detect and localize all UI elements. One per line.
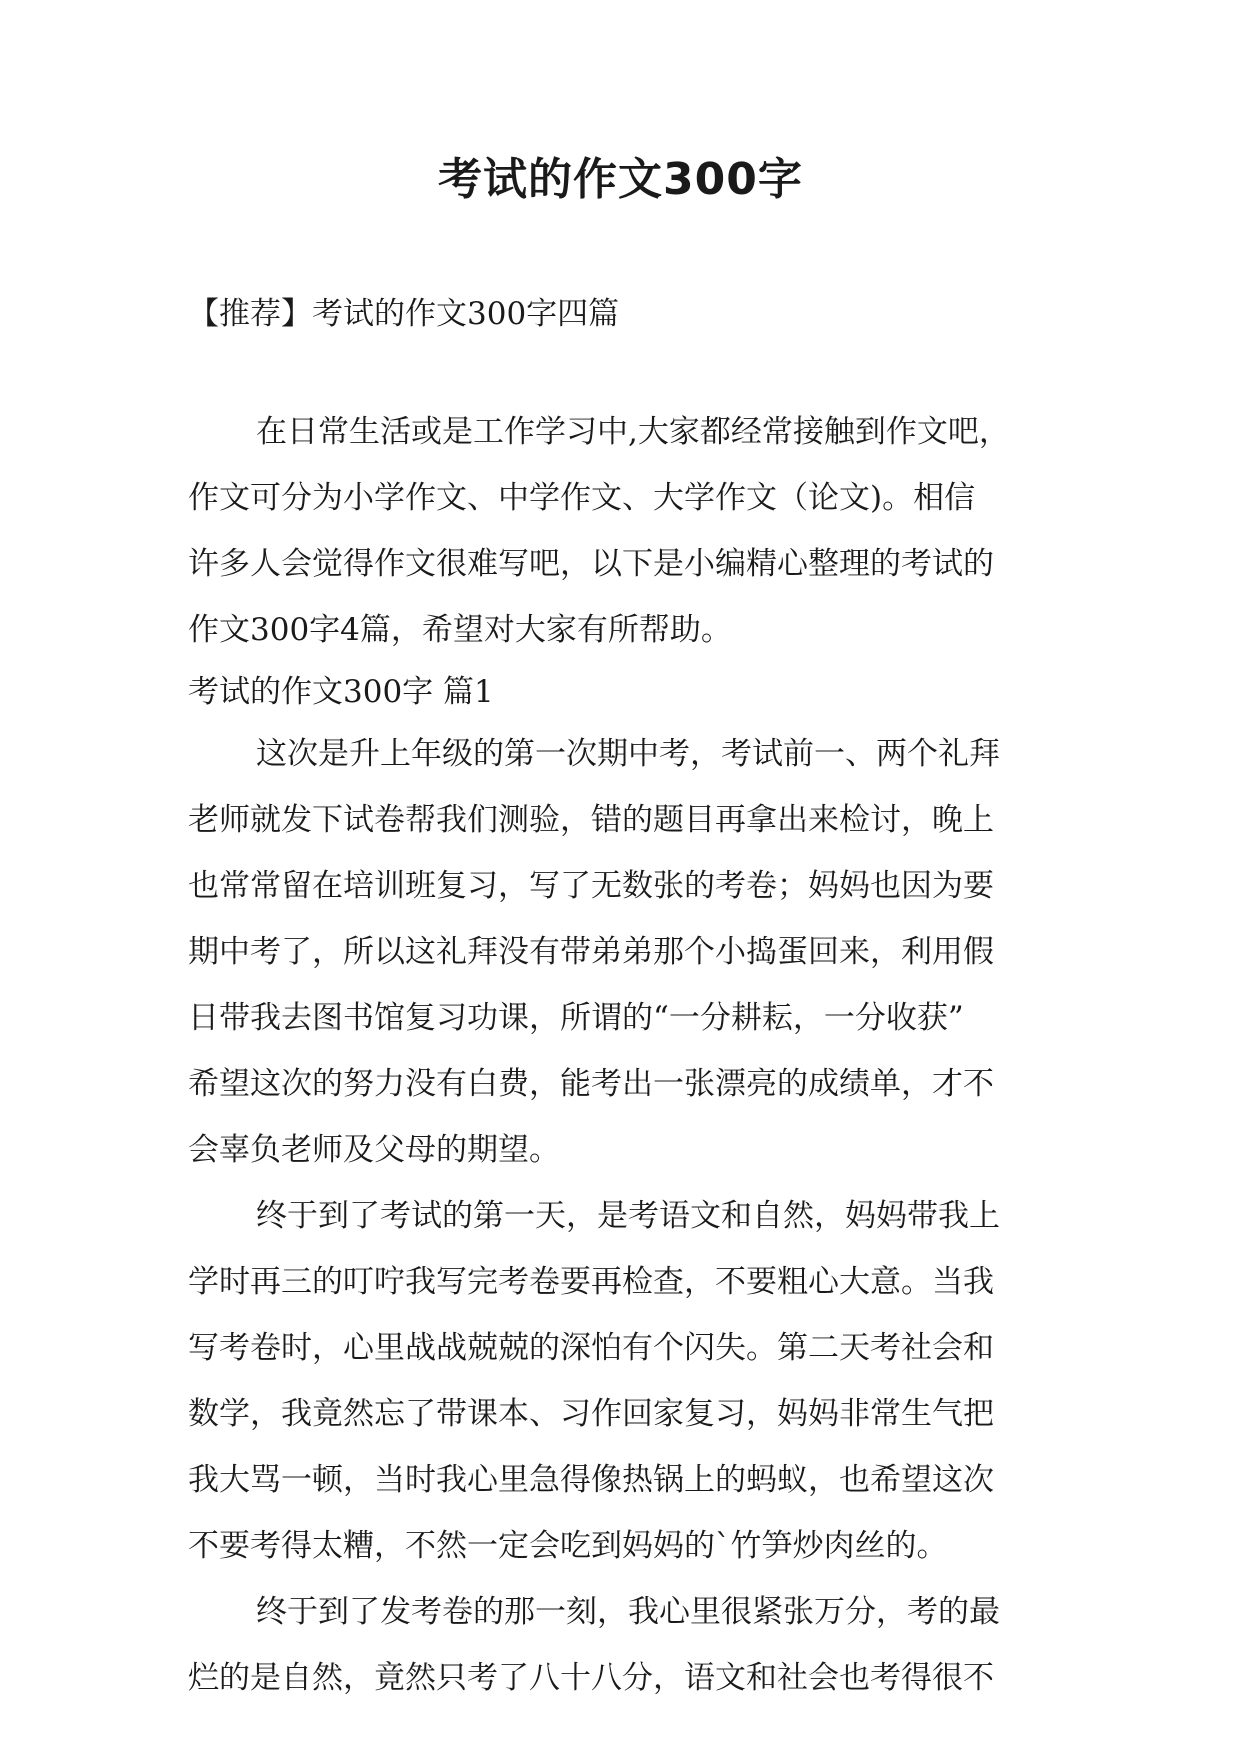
paragraph-line: 学时再三的叮咛我写完考卷要再检查，不要粗心大意。当我 — [188, 1264, 994, 1300]
paragraph-line: 我大骂一顿，当时我心里急得像热锅上的蚂蚁，也希望这次 — [188, 1462, 994, 1498]
paragraph-line: 日带我去图书馆复习功课，所谓的“一分耕耘，一分收获” — [188, 1000, 964, 1036]
paragraph-line: 也常常留在培训班复习，写了无数张的考卷；妈妈也因为要 — [188, 868, 994, 904]
paragraph-line: 期中考了，所以这礼拜没有带弟弟那个小捣蛋回来，利用假 — [188, 934, 994, 970]
paragraph-line: 终于到了考试的第一天，是考语文和自然，妈妈带我上 — [256, 1198, 1000, 1234]
paragraph-line: 老师就发下试卷帮我们测验，错的题目再拿出来检讨，晚上 — [188, 802, 994, 838]
paragraph-line: 写考卷时，心里战战兢兢的深怕有个闪失。第二天考社会和 — [188, 1330, 994, 1366]
paragraph-line: 终于到了发考卷的那一刻，我心里很紧张万分，考的最 — [256, 1594, 1000, 1630]
paragraph-line: 不要考得太糟，不然一定会吃到妈妈的`竹笋炒肉丝的。 — [188, 1528, 948, 1564]
paragraph-line: 在日常生活或是工作学习中,大家都经常接触到作文吧， — [256, 414, 1010, 450]
paragraph-line: 作文可分为小学作文、中学作文、大学作文（论文)。相信 — [188, 480, 976, 516]
paragraph-line: 这次是升上年级的第一次期中考，考试前一、两个礼拜 — [256, 736, 1000, 772]
document-body — [188, 399, 1068, 1711]
paragraph-line: 希望这次的努力没有白费，能考出一张漂亮的成绩单，才不 — [188, 1066, 994, 1102]
paragraph-line: 会辜负老师及父母的期望。 — [188, 1132, 560, 1168]
paragraph-line: 烂的是自然，竟然只考了八十八分，语文和社会也考得很不 — [188, 1660, 994, 1696]
section-heading: 考试的作文300字 篇1 — [188, 674, 494, 710]
paragraph-line: 数学，我竟然忘了带课本、习作回家复习，妈妈非常生气把 — [188, 1396, 994, 1432]
paragraph-line: 作文300字4篇，希望对大家有所帮助。 — [188, 612, 732, 648]
document-title: 考试的作文300字 — [438, 154, 803, 205]
document-subtitle: 【推荐】考试的作文300字四篇 — [188, 296, 620, 332]
paragraph-line: 许多人会觉得作文很难写吧，以下是小编精心整理的考试的 — [188, 546, 994, 582]
